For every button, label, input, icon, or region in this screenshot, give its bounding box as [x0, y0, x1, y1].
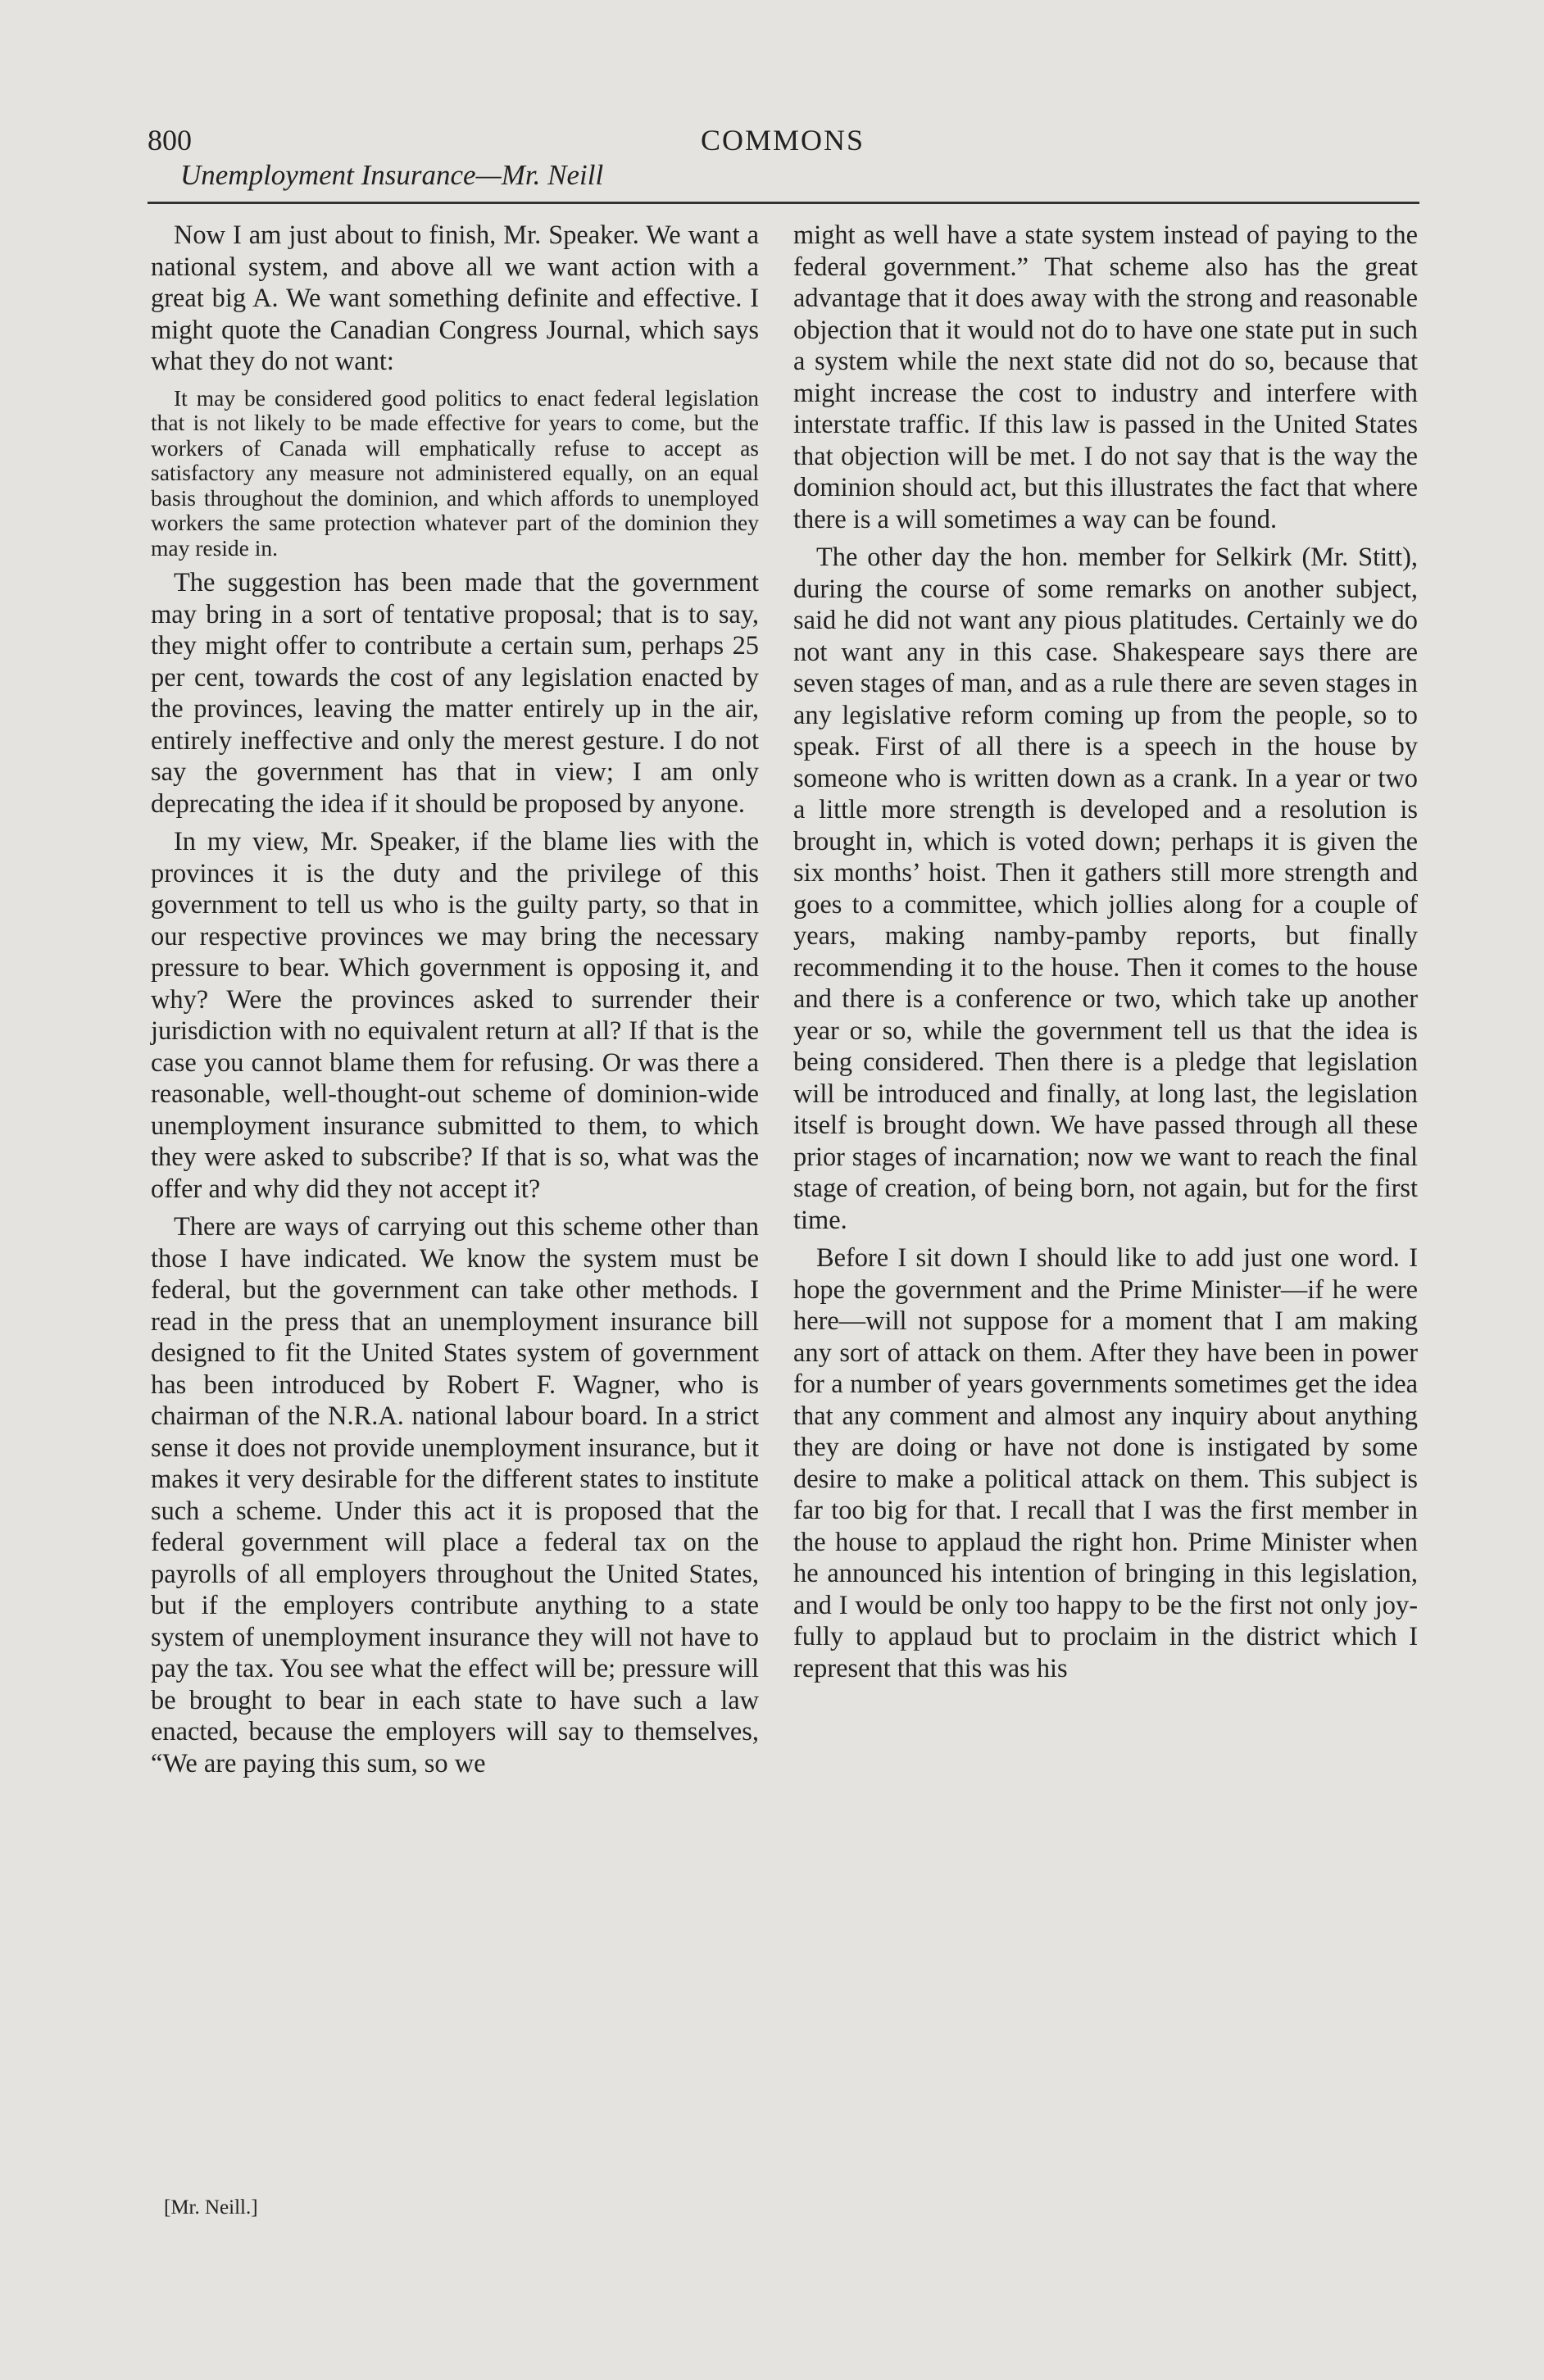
section-subhead: Unemployment Insurance—Mr. Neill [180, 159, 604, 191]
paragraph: In my view, Mr. Speaker, if the blame lies with the provinces it is the duty and the privilege of this government to tell us who is the guilty party, so that in our respective provinces we may bring the necessary pressure to bear. Which government is opposing it, and why? Were the provinces asked to surrender their jurisdiction with no equivalent return at all? If that is the case you cannot blame them for refusing. Or was there a reasonable, well-thought-out scheme of dominion-wide unemployment insurance submitted to them, to which they were asked to subscribe? If that is so, what was the offer and why did they not accept it? [151, 827, 759, 1204]
page-header [148, 123, 1418, 213]
speaker-footnote: [Mr. Neill.] [164, 2196, 258, 2219]
paragraph: The suggestion has been made that the government may bring in a sort of tentative proposal; that is to say, they might offer to contribute a certain sum, perhaps 25 per cent, towards the cost of any legislation enacted by the provinces, leaving the matter entirely up in the air, entirely ineffective and only the merest gesture. I do not say the government has that in view; I am only deprecating the idea if it should be proposed by anyone. [151, 568, 759, 819]
block-quote: It may be considered good politics to enact federal legislation that is not likely to be made effective for years to come, but the workers of Canada will emphatically refuse to accept as satisfactory any measure not administered equally, on an equal basis throughout the dominion, and which affords to unemployed workers the same protection whatever part of the dominion they may reside in. [151, 384, 759, 561]
paragraph: Now I am just about to finish, Mr. Speaker. We want a national system, and above all we want action with a great big A. We want something definite and effective. I might quote the Canadian Congress Journal, which says what they do not want: [151, 220, 759, 376]
paragraph: Before I sit down I should like to add just one word. I hope the government and the Prime Minister—if he were here—will not suppose for a moment that I am making any sort of attack on them. After they have been in power for a number of years governments sometimes get the idea that any comment and almost any inquiry about anything they are doing or have not done is instigated by some desire to make a political attack on them. This subject is far too big for that. I recall that I was the first member in the house to applaud the right hon. Prime Minister when he announced his intention of bringing in this legislation, and I would be only too happy to be the first not only joyfully to applaud but to proclaim in the district which I represent that this was his [793, 1243, 1418, 1683]
right-column [793, 220, 1418, 1684]
paragraph: There are ways of carrying out this scheme other than those I have indicated. We know the system must be federal, but the government can take other methods. I read in the press that an unemployment insurance bill designed to fit the United States system of government has been introduced by Robert F. Wagner, who is chairman of the N.R.A. national labour board. In a strict sense it does not provide unemployment insurance, but it makes it very desirable for the different states to institute such a scheme. Under this act it is proposed that the federal government will place a federal tax on the payrolls of all employers throughout the United States, but if the employers contribute anything to a state system of unemployment insurance they will not have to pay the tax. You see what the effect will be; pressure will be brought to bear in each state to have such a law enacted, because the employers will say to themselves, “We are paying this sum, so we [151, 1212, 759, 1778]
paragraph: The other day the hon. member for Selkirk (Mr. Stitt), during the course of some remarks on another subject, said he did not want any pious platitudes. Certainly we do not want any in this case. Shakespeare says there are seven stages of man, and as a rule there are seven stages in any legislative reform coming up from the people, so to speak. First of all there is a speech in the house by someone who is written down as a crank. In a year or two a little more strength is developed and a resolution is brought in, which is voted down; perhaps it is given the six months’ hoist. Then it gathers still more strength and goes to a committee, which jollies along for a couple of years, making namby-pamby reports, but finally recommending it to the house. Then it comes to the house and there is a conference or two, which take up another year or so, while the government tell us that the idea is being considered. Then there is a pledge that legislation will be introduced and finally, at long last, the legislation itself is brought down. We have passed through all these prior stages of incarnation; now we want to reach the final stage of creation, of being born, not again, but for the first time. [793, 543, 1418, 1235]
left-column [151, 220, 759, 1779]
paragraph: might as well have a state system instead of paying to the federal government.” That scheme also has the great advantage that it does away with the strong and reasonable objection that it would not do to have one state put in such a system while the next state did not do so, because that might increase the cost to industry and interfere with interstate traffic. If this law is passed in the United States that objection will be met. I do not say that is the way the dominion should act, but this illustrates the fact that where there is a will sometimes a way can be found. [793, 220, 1418, 534]
running-head: COMMONS [700, 124, 865, 157]
header-rule [148, 202, 1419, 204]
page-number: 800 [148, 124, 192, 157]
